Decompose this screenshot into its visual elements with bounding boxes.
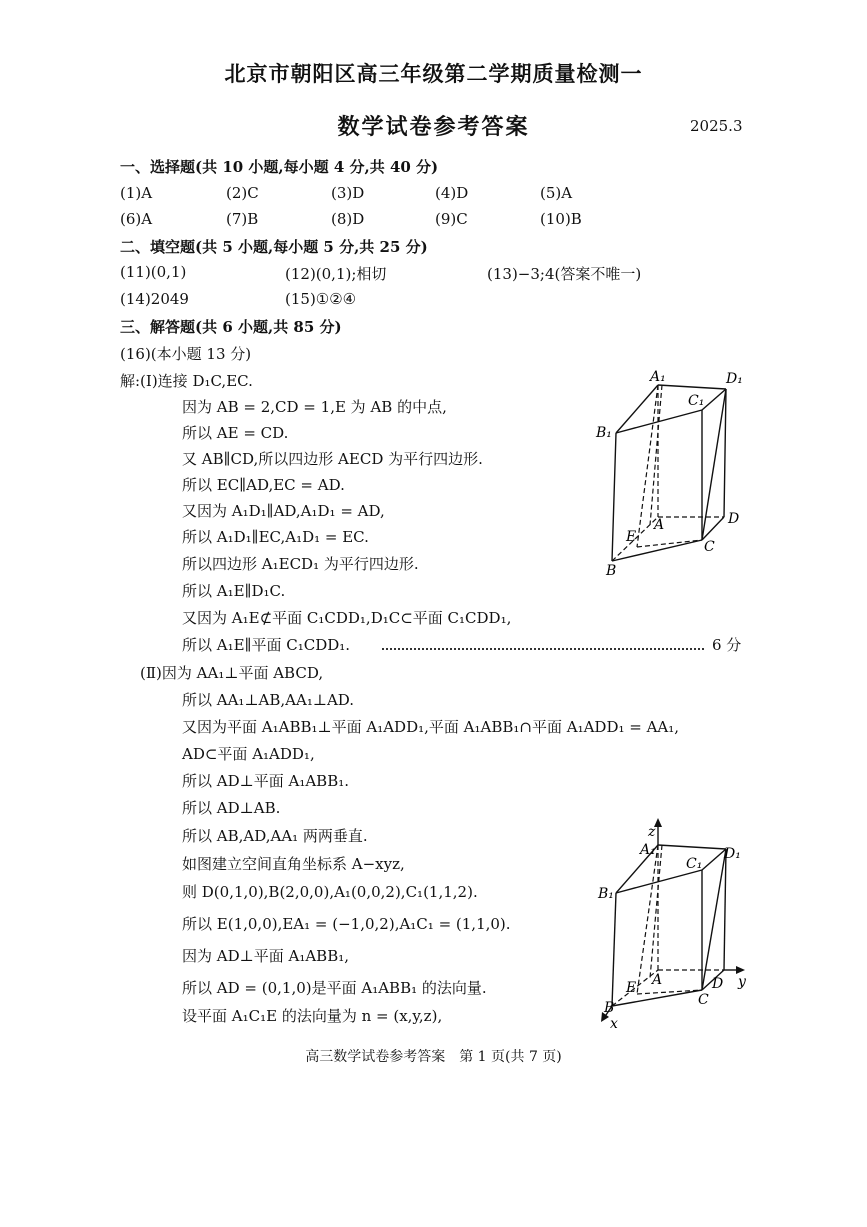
score-label: 6 分 xyxy=(712,636,742,654)
solution-line: AD⊂平面 A₁ADD₁, xyxy=(182,745,315,763)
solution-line: 所以 E(1,0,0),EA₁ = (−1,0,2),A₁C₁ = (1,1,0). xyxy=(182,915,511,933)
dotted-leader xyxy=(382,648,704,650)
section3-heading: 三、解答题(共 6 小题,共 85 分) xyxy=(120,318,342,336)
solution-line: 又因为平面 A₁ABB₁⊥平面 A₁ADD₁,平面 A₁ABB₁∩平面 A₁ADD₁ = AA₁, xyxy=(182,718,680,736)
solution-line: 解:(Ⅰ)连接 D₁C,EC. xyxy=(120,372,253,390)
answer-2: (2)C xyxy=(226,184,259,202)
solution-line: 又 AB∥CD,所以四边形 AECD 为平行四边形. xyxy=(182,450,483,468)
label-C1: C₁ xyxy=(686,856,703,872)
label-z: z xyxy=(648,824,656,840)
solution-line: 所以 AD⊥平面 A₁ABB₁. xyxy=(182,772,350,790)
solution-line: 因为 AD⊥平面 A₁ABB₁, xyxy=(182,947,350,965)
solution-line: 所以 EC∥AD,EC = AD. xyxy=(182,476,345,494)
edge-B1A1 xyxy=(616,385,658,433)
prism-figure-1 xyxy=(590,365,760,580)
answer-14: (14)2049 xyxy=(120,290,189,308)
solution-line: 设平面 A₁C₁E 的法向量为 n = (x,y,z), xyxy=(182,1007,443,1025)
label-C1: C₁ xyxy=(688,393,705,409)
label-C: C xyxy=(704,539,715,555)
label-A1: A₁ xyxy=(640,842,656,858)
label-D: D xyxy=(728,511,740,527)
answer-9: (9)C xyxy=(435,210,468,228)
answer-1: (1)A xyxy=(120,184,153,202)
q16-heading: (16)(本小题 13 分) xyxy=(120,345,252,363)
answer-13: (13)−3;4(答案不唯一) xyxy=(487,265,642,283)
solution-line: 所以 AD = (0,1,0)是平面 A₁ABB₁ 的法向量. xyxy=(182,979,487,997)
answer-8: (8)D xyxy=(331,210,365,228)
label-C: C xyxy=(698,992,709,1008)
answer-12: (12)(0,1);相切 xyxy=(285,265,387,283)
label-D1: D₁ xyxy=(724,846,741,862)
solution-line: 则 D(0,1,0),B(2,0,0),A₁(0,0,2),C₁(1,1,2). xyxy=(182,883,478,901)
solution-line: 所以四边形 A₁ECD₁ 为平行四边形. xyxy=(182,555,419,573)
answer-4: (4)D xyxy=(435,184,469,202)
label-A: A xyxy=(654,517,665,533)
section1-heading: 一、选择题(共 10 小题,每小题 4 分,共 40 分) xyxy=(120,158,439,176)
answer-15: (15)①②④ xyxy=(285,290,357,308)
solution-line: 如图建立空间直角坐标系 A−xyz, xyxy=(182,855,405,873)
solution-line: 所以 AE = CD. xyxy=(182,424,289,442)
date: 2025.3 xyxy=(690,117,743,135)
solution-line: (Ⅱ)因为 AA₁⊥平面 ABCD, xyxy=(140,664,324,682)
answer-7: (7)B xyxy=(226,210,259,228)
label-A1: A₁ xyxy=(650,369,666,385)
solution-line: 所以 A₁E∥D₁C. xyxy=(182,582,286,600)
label-B: B xyxy=(606,563,617,579)
solution-line: 因为 AB = 2,CD = 1,E 为 AB 的中点, xyxy=(182,398,447,416)
label-y: y xyxy=(738,974,746,990)
label-D1: D₁ xyxy=(726,371,743,387)
label-x: x xyxy=(610,1016,618,1032)
solution-line: 又因为 A₁E⊄平面 C₁CDD₁,D₁C⊂平面 C₁CDD₁, xyxy=(182,609,512,627)
solution-line: 所以 AD⊥AB. xyxy=(182,799,281,817)
solution-line: 又因为 A₁D₁∥AD,A₁D₁ = AD, xyxy=(182,502,385,520)
page-title: 北京市朝阳区高三年级第二学期质量检测一 xyxy=(224,61,643,86)
answer-5: (5)A xyxy=(540,184,573,202)
answer-6: (6)A xyxy=(120,210,153,228)
answer-11: (11)(0,1) xyxy=(120,263,187,281)
label-E: E xyxy=(626,980,637,996)
label-D: D xyxy=(712,976,724,992)
answer-3: (3)D xyxy=(331,184,365,202)
page-footer: 高三数学试卷参考答案 第 1 页(共 7 页) xyxy=(305,1049,562,1065)
answer-10: (10)B xyxy=(540,210,582,228)
label-A: A xyxy=(652,972,663,988)
label-B: B xyxy=(604,1000,615,1016)
label-E: E xyxy=(626,529,637,545)
prism-figure-2 xyxy=(590,818,760,1033)
label-B1: B₁ xyxy=(598,886,614,902)
solution-line: 所以 A₁D₁∥EC,A₁D₁ = EC. xyxy=(182,528,369,546)
label-B1: B₁ xyxy=(596,425,612,441)
solution-line: 所以 AA₁⊥AB,AA₁⊥AD. xyxy=(182,691,355,709)
solution-line: 所以 A₁E∥平面 C₁CDD₁. xyxy=(182,636,351,654)
section2-heading: 二、填空题(共 5 小题,每小题 5 分,共 25 分) xyxy=(120,238,428,256)
solution-line: 所以 AB,AD,AA₁ 两两垂直. xyxy=(182,827,368,845)
page-subtitle: 数学试卷参考答案 xyxy=(337,114,530,140)
